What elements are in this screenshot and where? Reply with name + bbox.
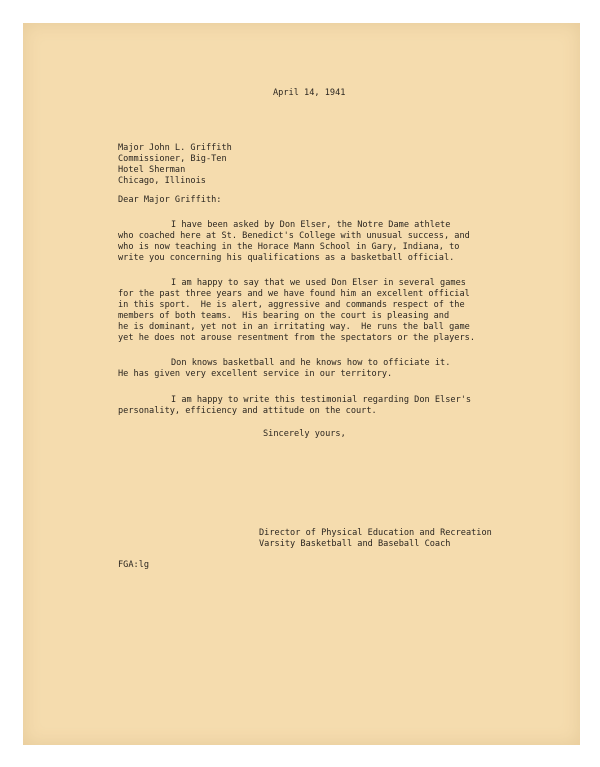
- address-line: Major John L. Griffith: [118, 143, 232, 153]
- body-line: members of both teams. His bearing on the court is pleasing and: [118, 311, 450, 321]
- letter-page: [23, 23, 580, 745]
- body-line: he is dominant, yet not in an irritating way. He runs the ball game: [118, 322, 470, 332]
- body-line: for the past three years and we have found him an excellent official: [118, 289, 470, 299]
- closing: Sincerely yours,: [263, 429, 346, 439]
- salutation: Dear Major Griffith:: [118, 195, 222, 205]
- typist-initials: FGA:lg: [118, 560, 150, 570]
- body-line: write you concerning his qualifications as a basketball official.: [118, 253, 455, 263]
- address-line: Commissioner, Big-Ten: [118, 154, 227, 164]
- body-line: who is now teaching in the Horace Mann School in Gary, Indiana, to: [118, 242, 460, 252]
- body-line: I am happy to write this testimonial regarding Don Elser's: [171, 395, 472, 405]
- letter-date: April 14, 1941: [273, 88, 346, 98]
- body-line: personality, efficiency and attitude on the court.: [118, 406, 377, 416]
- body-line: He has given very excellent service in our territory.: [118, 369, 393, 379]
- body-line: yet he does not arouse resentment from the spectators or the players.: [118, 333, 475, 343]
- body-line: I have been asked by Don Elser, the Notre Dame athlete: [171, 220, 451, 230]
- body-line: I am happy to say that we used Don Elser in several games: [171, 278, 466, 288]
- address-line: Hotel Sherman: [118, 165, 186, 175]
- body-line: who coached here at St. Benedict's College with unusual success, and: [118, 231, 470, 241]
- address-line: Chicago, Illinois: [118, 176, 206, 186]
- body-line: in this sport. He is alert, aggressive and commands respect of the: [118, 300, 465, 310]
- body-line: Don knows basketball and he knows how to officiate it.: [171, 358, 451, 368]
- signature-title: Varsity Basketball and Baseball Coach: [259, 539, 451, 549]
- signature-title: Director of Physical Education and Recreation: [259, 528, 492, 538]
